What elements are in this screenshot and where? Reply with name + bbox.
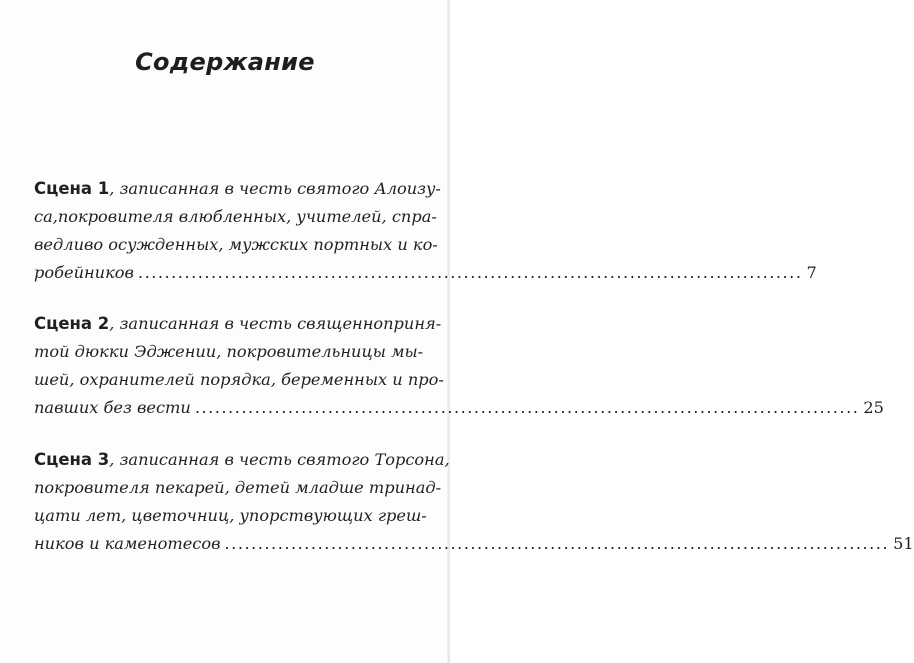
toc-entry-line: шей, охранителей порядка, беременных и про-	[34, 370, 444, 389]
page-edge-shadow	[447, 0, 450, 663]
toc-entry-last-line	[34, 259, 817, 287]
dot-leader: ....................................................................................................	[137, 263, 803, 282]
toc-entry-3[interactable]	[34, 446, 914, 558]
toc-entry-line: са,покровителя влюбленных, учителей, спра-	[34, 207, 437, 226]
toc-entry-line	[34, 446, 450, 474]
entry-text: , записанная в честь святого Алоизу-	[109, 179, 441, 198]
toc-entry-2[interactable]	[34, 310, 884, 422]
entry-text: робейников	[34, 263, 134, 282]
toc-entry-line: цати лет, цветочниц, упорствующих греш-	[34, 506, 427, 525]
scene-label: Сцена 1	[34, 179, 110, 198]
dot-leader: ....................................................................................................	[194, 398, 860, 417]
toc-entry-last-line	[34, 394, 884, 422]
toc-title: Содержание	[135, 48, 315, 76]
toc-entry-last-line	[34, 530, 914, 558]
toc-entry-line	[34, 175, 441, 203]
dot-leader: ....................................................................................................	[224, 534, 890, 553]
page-number: 51	[893, 534, 914, 553]
entry-text: ников и каменотесов	[34, 534, 221, 553]
entry-text: павших без вести	[34, 398, 191, 417]
entry-text: , записанная в честь святого Торсона,	[109, 450, 450, 469]
scene-label: Сцена 3	[34, 450, 110, 469]
toc-entry-1[interactable]	[34, 175, 817, 287]
scene-label: Сцена 2	[34, 314, 110, 333]
toc-entry-line: ведливо осужденных, мужских портных и ко-	[34, 235, 438, 254]
toc-entry-line: покровителя пекарей, детей младше тринад-	[34, 478, 442, 497]
page-number: 25	[863, 398, 884, 417]
entry-text: , записанная в честь священноприня-	[109, 314, 442, 333]
page-number: 7	[806, 263, 817, 282]
toc-entry-line: той дюкки Эджении, покровительницы мы-	[34, 342, 424, 361]
toc-entry-line	[34, 310, 442, 338]
